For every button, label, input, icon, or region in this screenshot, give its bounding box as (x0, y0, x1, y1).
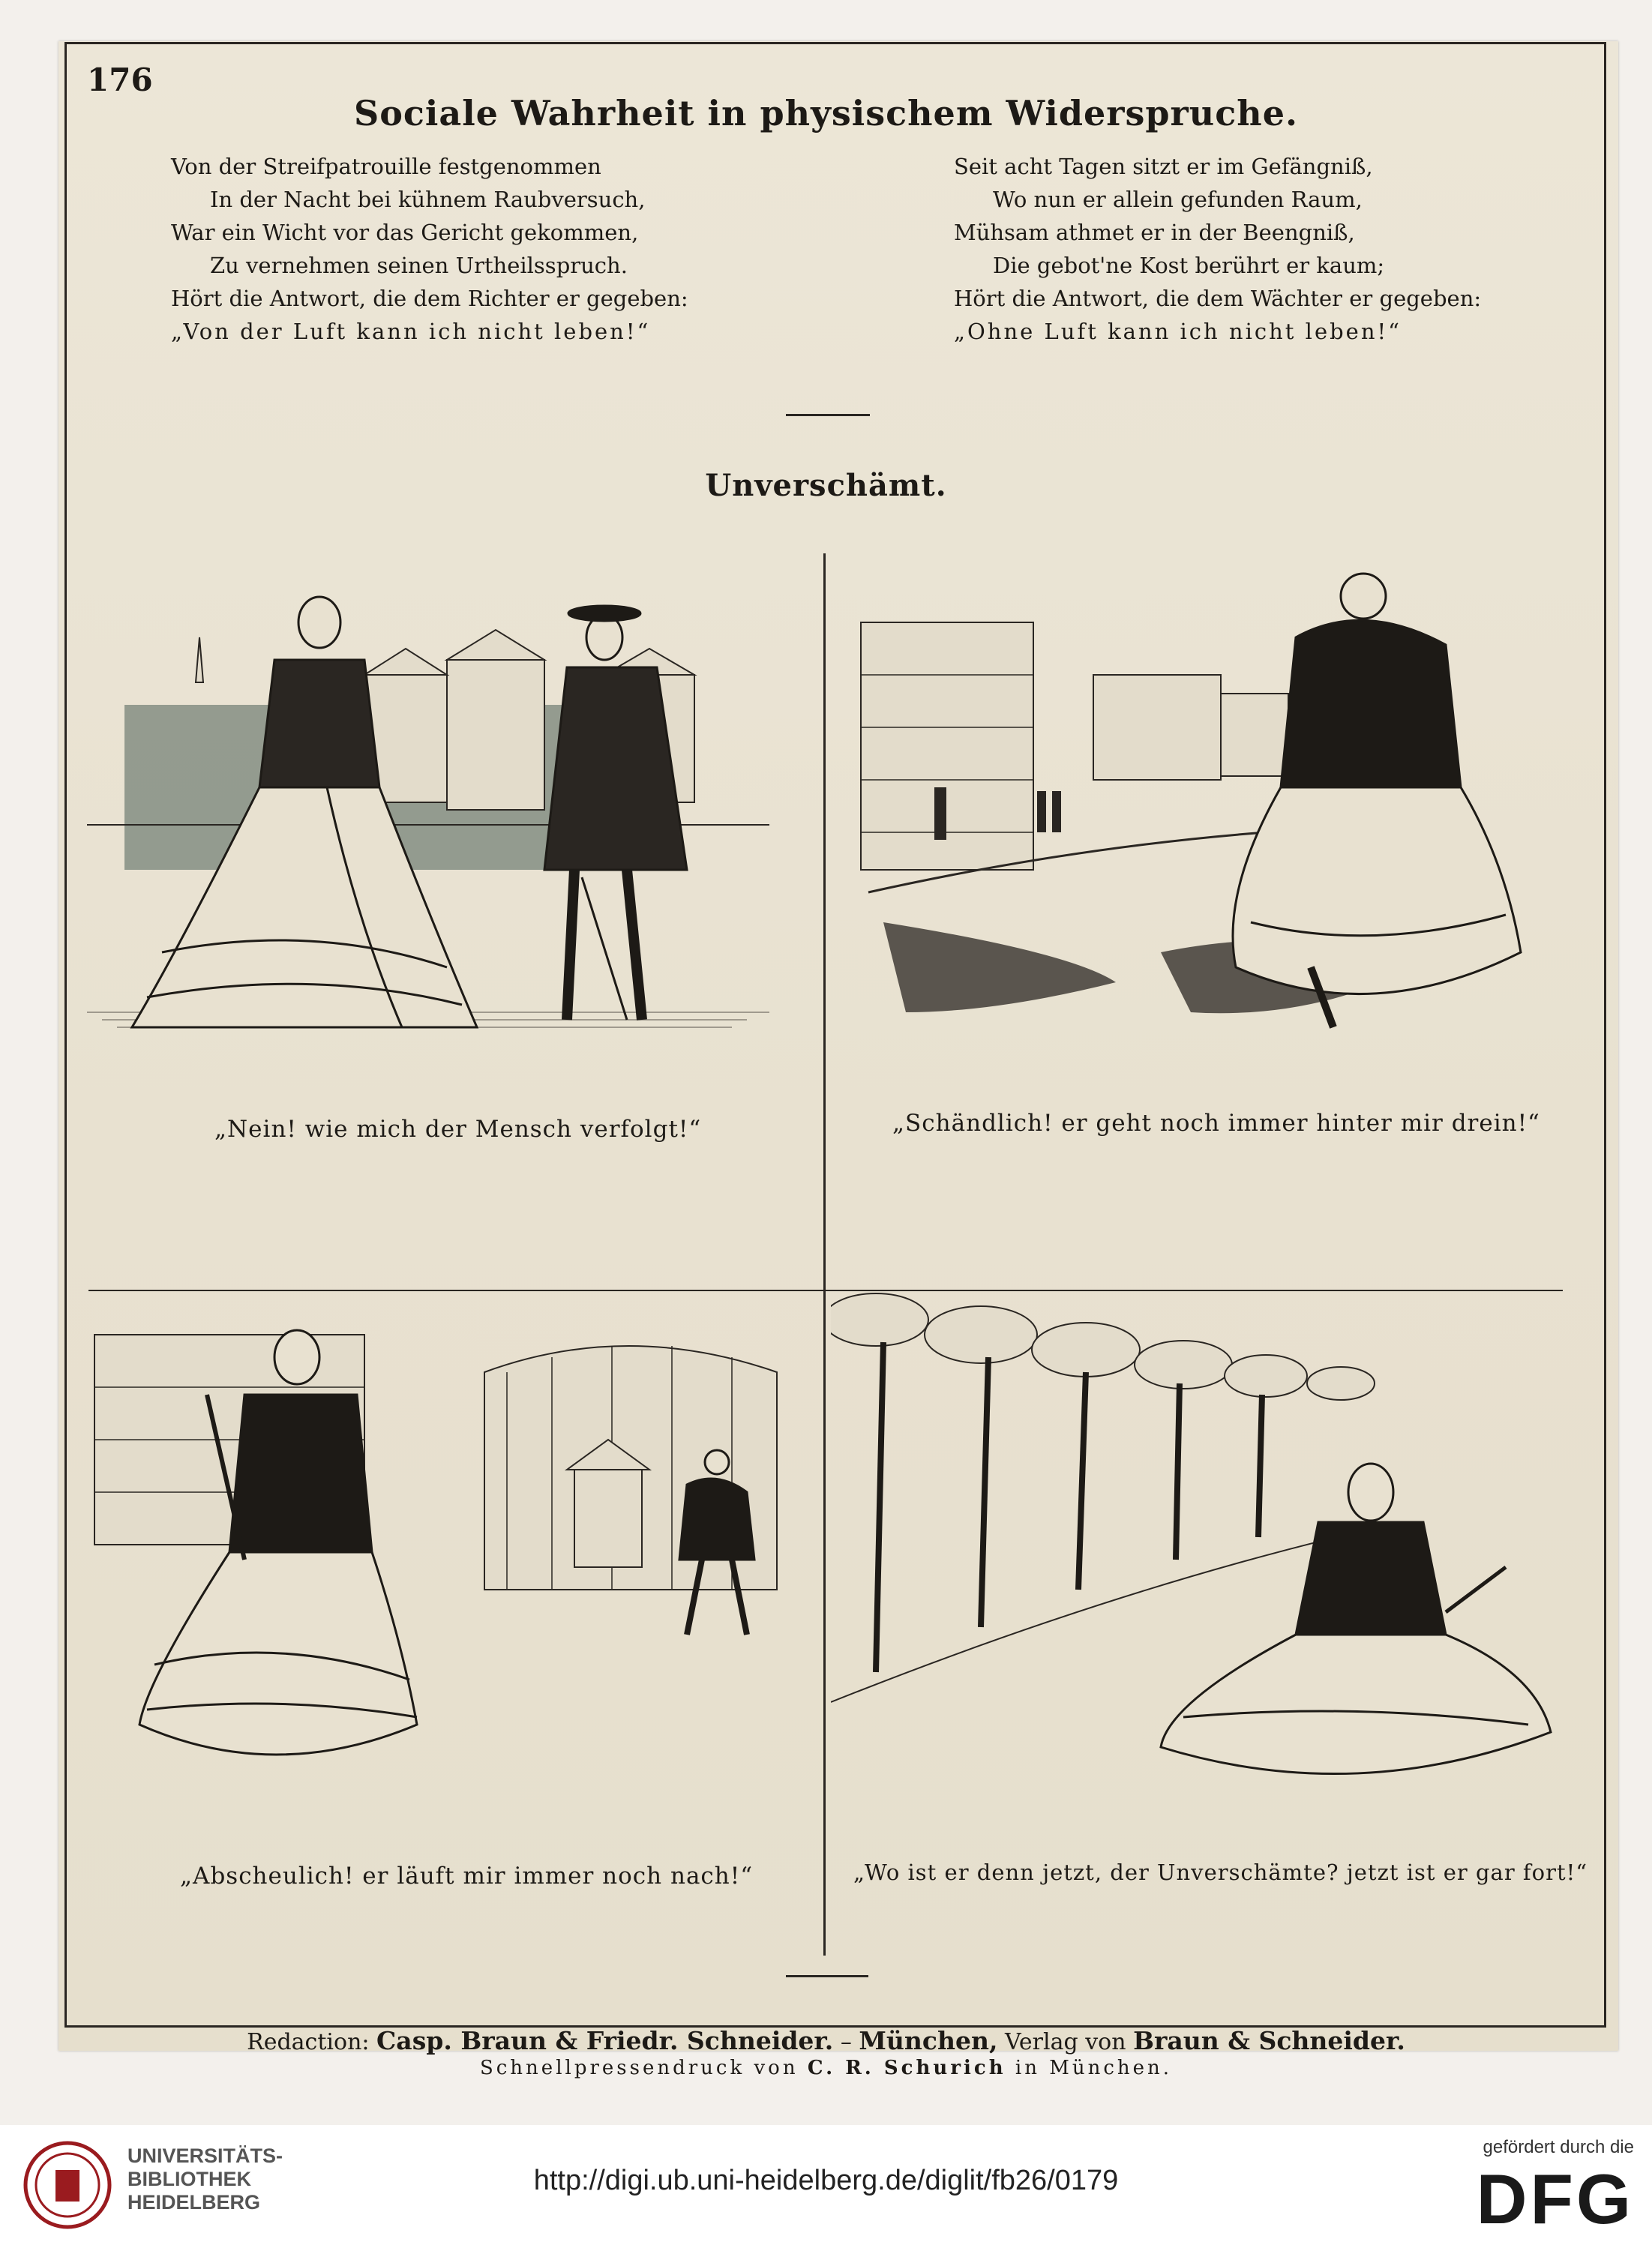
poem-line: War ein Wicht vor das Gericht gekommen, (171, 220, 639, 245)
illustration-avenue-trees (831, 1282, 1566, 1800)
page-number: 176 (87, 61, 153, 98)
panel-divider-vertical (823, 553, 826, 1956)
poem-line: Hört die Antwort, die dem Richter er gegeben: (171, 286, 688, 311)
poem-right-column (954, 150, 1481, 348)
caption-top-right: „Schändlich! er geht noch immer hinter mir drein!“ (892, 1110, 1540, 1137)
imprint-editors: Casp. Braun & Friedr. Schneider. (376, 2026, 834, 2055)
printer-line (0, 2057, 1652, 2079)
section-title: Unverschämt. (705, 468, 947, 503)
page-title: Sociale Wahrheit in physischem Widerspruche. (354, 93, 1298, 133)
illustration-square-chase (87, 1305, 807, 1800)
dfg-logo: DFG (1476, 2160, 1634, 2238)
caption-bottom-right: „Wo ist er denn jetzt, der Unverschämte? jetzt ist er gar fort!“ (853, 1860, 1588, 1885)
imprint-publisher: Braun & Schneider. (1133, 2026, 1405, 2055)
poem-left-column (171, 150, 688, 348)
poem-line: Von der Streifpatrouille festgenommen (171, 154, 601, 179)
poem-line: Wo nun er allein gefunden Raum, (993, 187, 1363, 212)
bottom-divider (786, 1975, 868, 1977)
imprint-dash: – (833, 2029, 859, 2055)
poem-line: Mühsam athmet er in der Beengniß, (954, 220, 1355, 245)
university-name-line: HEIDELBERG (127, 2191, 261, 2214)
poem-refrain: „Ohne Luft kann ich nicht leben!“ (954, 319, 1402, 344)
source-url-link[interactable]: http://digi.ub.uni-heidelberg.de/diglit/fb26/0179 (533, 2165, 1119, 2196)
section-divider (786, 414, 870, 416)
printer-suffix: in München. (1006, 2057, 1173, 2079)
university-name-line: BIBLIOTHEK (127, 2168, 251, 2190)
printer-name: C. R. Schurich (807, 2057, 1006, 2079)
imprint-prefix: Redaction: (247, 2029, 370, 2055)
printer-prefix: Schnellpressendruck von (479, 2057, 808, 2079)
imprint-line (0, 2026, 1652, 2055)
imprint-publisher-prefix: Verlag von (997, 2029, 1134, 2055)
caption-top-left: „Nein! wie mich der Mensch verfolgt!“ (214, 1116, 702, 1143)
poem-refrain: „Von der Luft kann ich nicht leben!“ (171, 319, 651, 344)
poem-line: Zu vernehmen seinen Urtheilsspruch. (210, 253, 628, 278)
poem-line: Die gebot'ne Kost berührt er kaum; (993, 253, 1385, 278)
sponsor-text: gefördert durch die (1483, 2137, 1634, 2157)
poem-line: Hört die Antwort, die dem Wächter er gegeben: (954, 286, 1482, 311)
poem-line: In der Nacht bei kühnem Raubversuch, (210, 187, 646, 212)
illustration-woman-followed (87, 562, 769, 1050)
illustration-street-walk (846, 562, 1551, 1050)
university-name-line: UNIVERSITÄTS- (127, 2145, 283, 2167)
poem-line: Seit acht Tagen sitzt er im Gefängniß, (954, 154, 1373, 179)
imprint-city: München, (859, 2026, 998, 2055)
caption-bottom-left: „Abscheulich! er läuft mir immer noch nach!“ (180, 1863, 754, 1890)
